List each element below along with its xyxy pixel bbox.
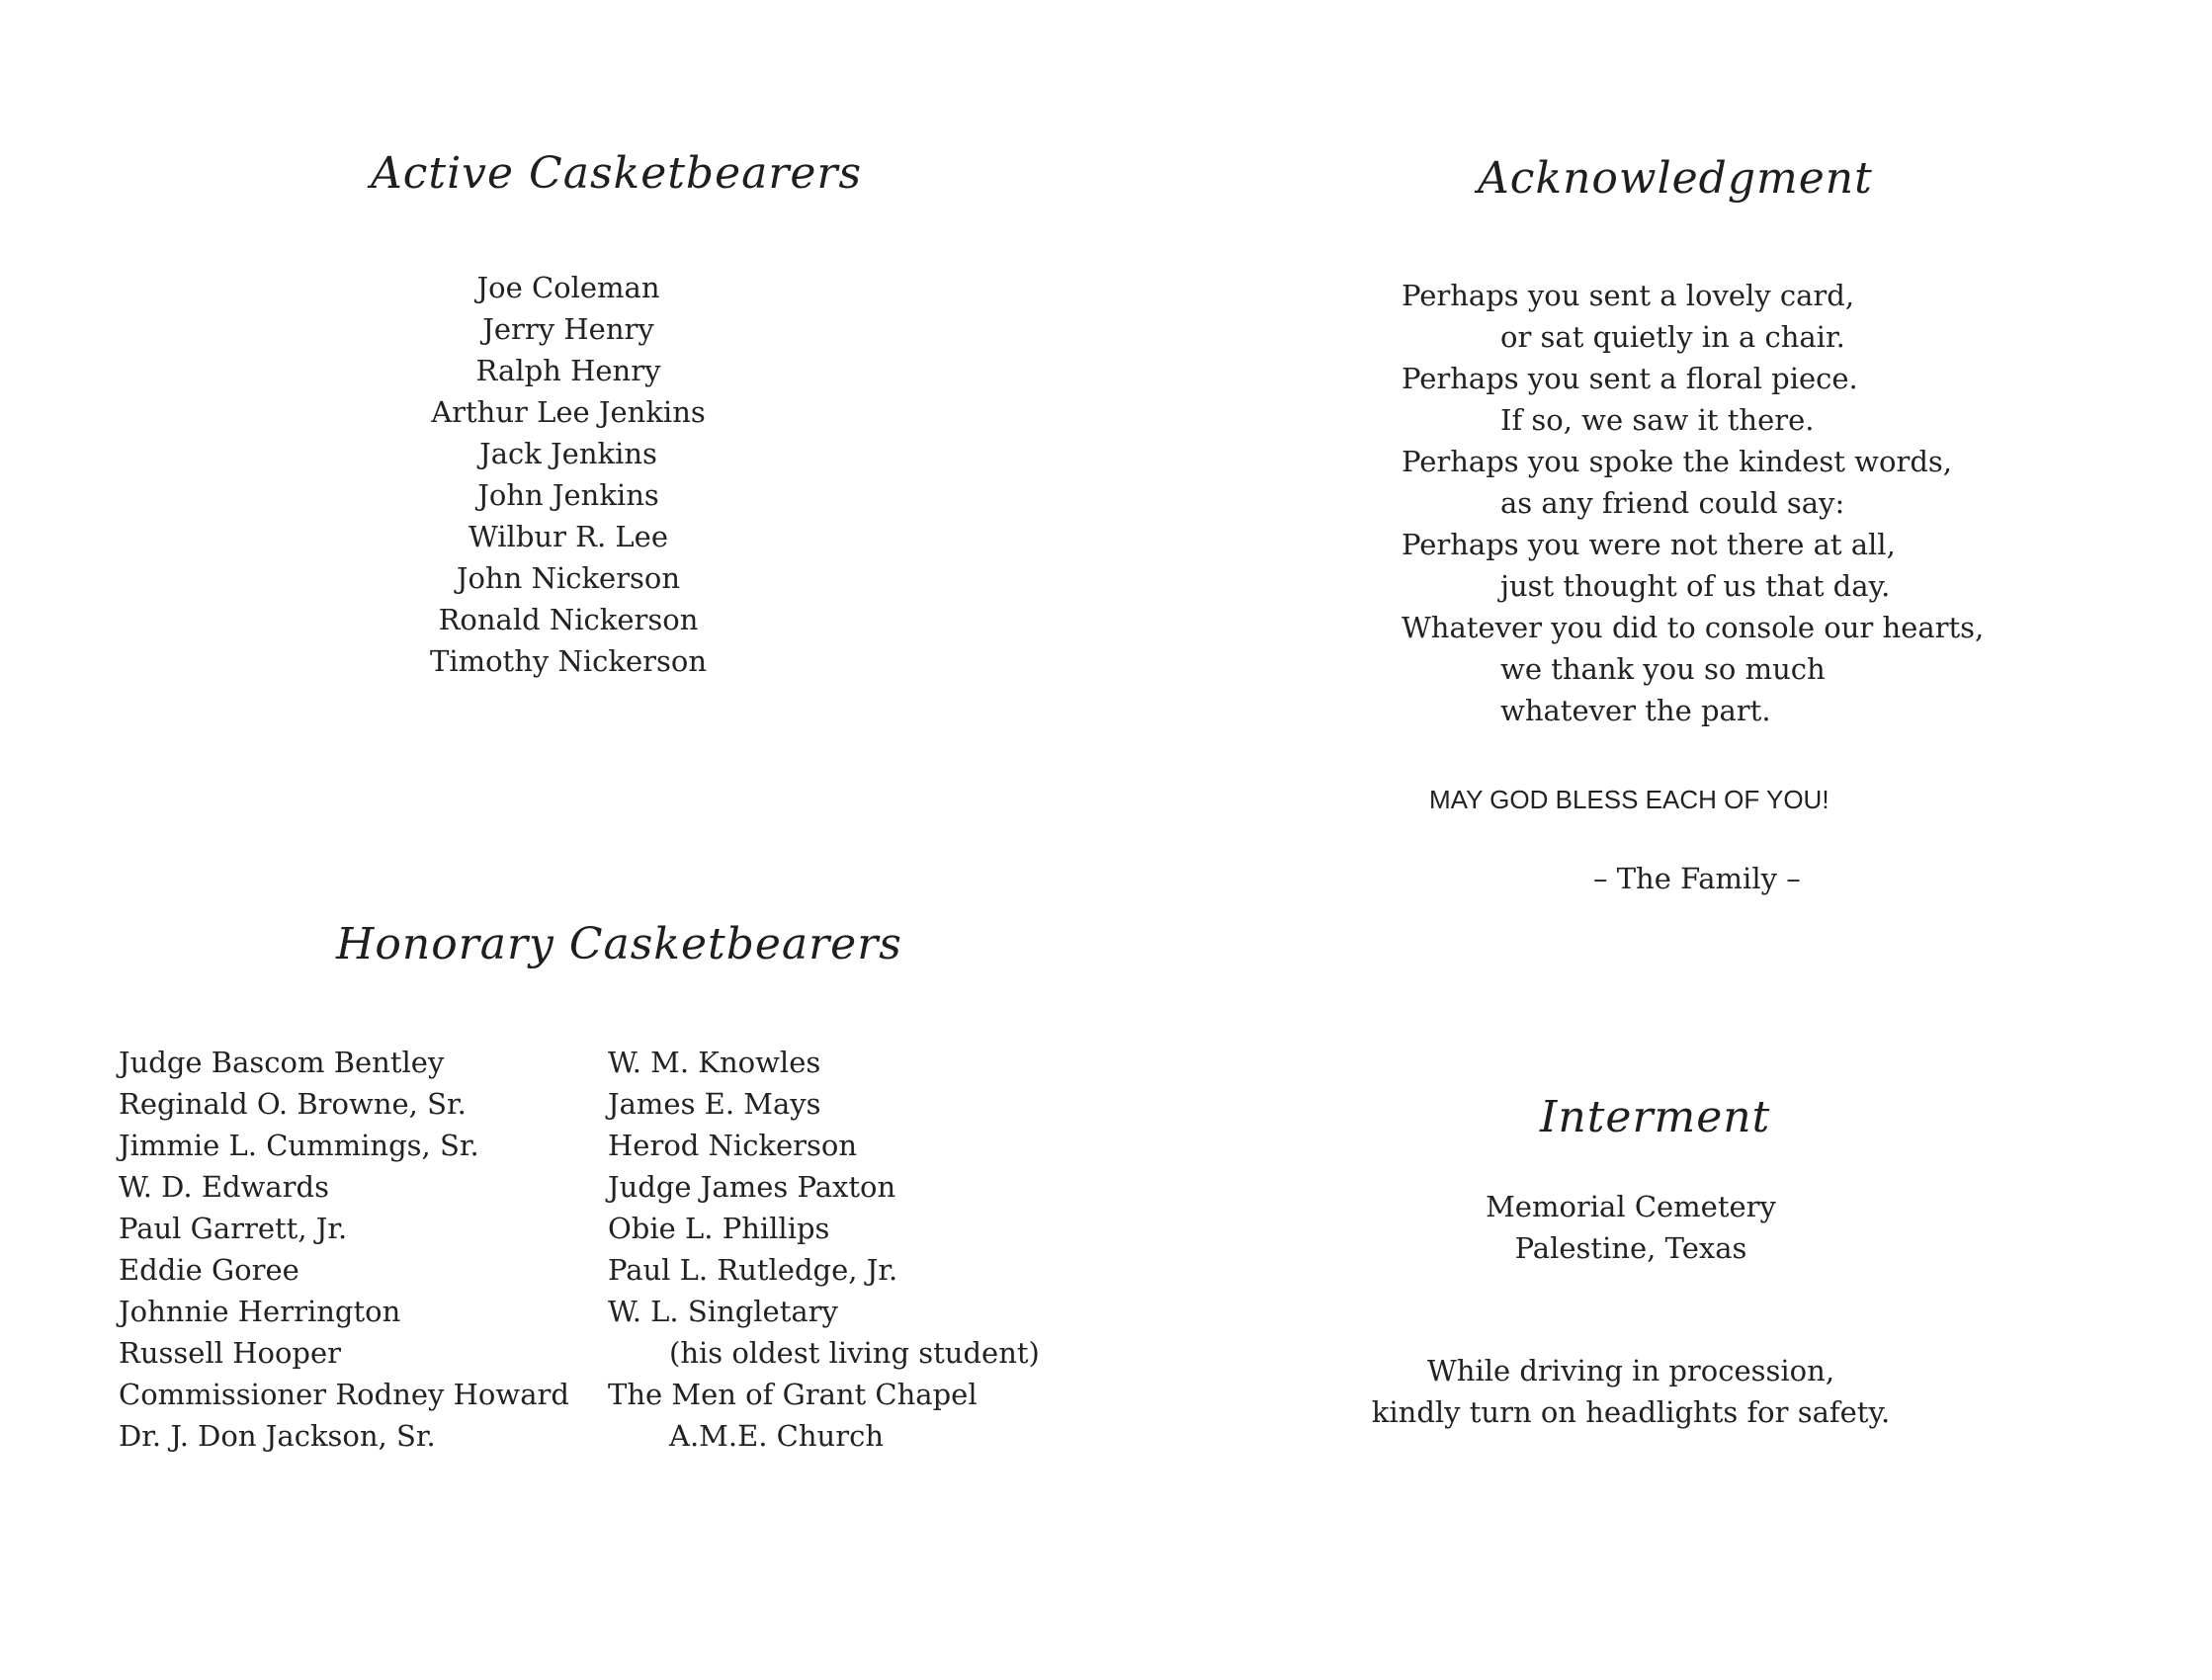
interment-heading: Interment: [1540, 1092, 1771, 1142]
poem-line: whatever the part.: [1500, 694, 1771, 727]
list-item: Herod Nickerson: [608, 1129, 858, 1162]
interment-location: [1463, 1186, 1799, 1269]
list-item: Judge James Paxton: [608, 1170, 896, 1204]
acknowledgment-heading: Acknowledgment: [1478, 153, 1873, 204]
poem-line: Perhaps you sent a floral piece.: [1402, 362, 1858, 395]
poem-line: or sat quietly in a chair.: [1500, 320, 1845, 354]
list-item: Johnnie Herrington: [119, 1295, 401, 1328]
list-item: Paul L. Rutledge, Jr.: [608, 1253, 898, 1287]
list-item: John Jenkins: [477, 478, 659, 512]
poem-line: Perhaps you spoke the kindest words,: [1402, 445, 1952, 478]
family-signoff: – The Family –: [1593, 862, 1801, 895]
list-item: James E. Mays: [608, 1087, 821, 1121]
list-item: Obie L. Phillips: [608, 1212, 830, 1245]
procession-note-line: kindly turn on headlights for safety.: [1371, 1395, 1891, 1429]
list-item: John Nickerson: [456, 561, 681, 595]
list-item: Commissioner Rodney Howard: [119, 1378, 569, 1411]
list-item: Jack Jenkins: [479, 437, 657, 470]
list-item: Judge Bascom Bentley: [119, 1046, 445, 1079]
list-item: Wilbur R. Lee: [468, 520, 669, 553]
list-item: Eddie Goree: [119, 1253, 299, 1287]
procession-note: [1364, 1350, 1898, 1433]
list-item: W. M. Knowles: [608, 1046, 821, 1079]
procession-note-line: While driving in procession,: [1426, 1354, 1835, 1387]
cemetery-city: Palestine, Texas: [1514, 1231, 1747, 1265]
list-item: Jimmie L. Cummings, Sr.: [119, 1129, 479, 1162]
poem-line: Perhaps you sent a lovely card,: [1402, 279, 1855, 312]
list-item: Arthur Lee Jenkins: [431, 395, 706, 429]
acknowledgment-poem: [1402, 275, 1984, 731]
list-item: Paul Garrett, Jr.: [119, 1212, 348, 1245]
list-item: The Men of Grant Chapel: [608, 1378, 978, 1411]
poem-line: Whatever you did to console our hearts,: [1402, 611, 1985, 644]
list-item: Reginald O. Browne, Sr.: [119, 1087, 467, 1121]
honorary-column-right: [608, 1042, 1040, 1457]
poem-line: just thought of us that day.: [1500, 569, 1891, 603]
poem-line: Perhaps you were not there at all,: [1402, 528, 1896, 561]
list-item: (his oldest living student): [669, 1336, 1040, 1370]
list-item: Ronald Nickerson: [438, 603, 699, 636]
list-item: Ralph Henry: [475, 354, 661, 387]
active-casketbearers-list: [371, 267, 766, 682]
list-item: W. L. Singletary: [608, 1295, 838, 1328]
blessing-text: MAY GOD BLESS EACH OF YOU!: [1429, 785, 1829, 814]
list-item: Russell Hooper: [119, 1336, 342, 1370]
active-casketbearers-heading: Active Casketbearers: [371, 148, 863, 199]
list-item: Dr. J. Don Jackson, Sr.: [119, 1419, 436, 1453]
list-item: Timothy Nickerson: [429, 644, 708, 678]
list-item: Joe Coleman: [476, 271, 660, 304]
honorary-column-left: [119, 1042, 569, 1457]
poem-line: we thank you so much: [1500, 652, 1826, 686]
cemetery-name: Memorial Cemetery: [1486, 1190, 1776, 1223]
list-item: A.M.E. Church: [669, 1419, 885, 1453]
list-item: Jerry Henry: [482, 312, 654, 346]
poem-line: If so, we saw it there.: [1500, 403, 1815, 437]
list-item: W. D. Edwards: [119, 1170, 329, 1204]
poem-line: as any friend could say:: [1500, 486, 1845, 520]
honorary-casketbearers-heading: Honorary Casketbearers: [336, 919, 902, 969]
